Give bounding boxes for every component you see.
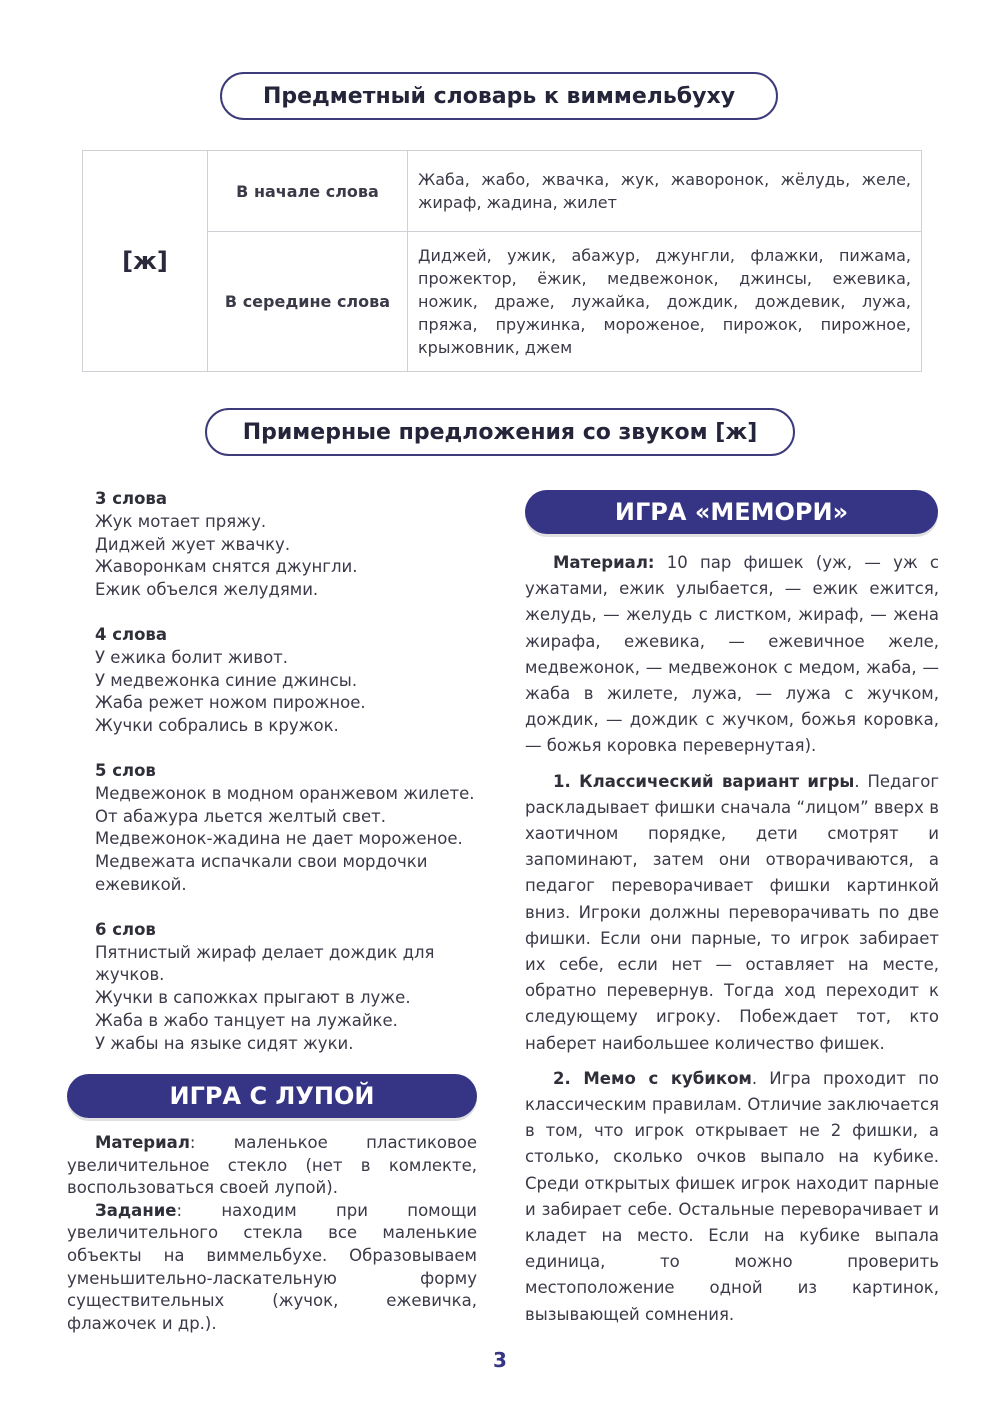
loupe-game-heading: ИГРА С ЛУПОЙ <box>67 1074 477 1118</box>
page-number: 3 <box>493 1348 507 1372</box>
variant2-text: . Игра проходит по классическим правилам. Отличие заключается в том, что игрок открывает не 2 фишки, а столько, сколько очков выпало на кубике. Среди открытых фишек игрок находит парные и забирает себе. Остальные переворачивает и кладет на место. Если на кубике выпала единица, то можно проверить местоположение одной из картинок, вызывающей сомнения. <box>525 1068 939 1324</box>
sentence-group-title: 3 слова <box>95 489 168 508</box>
material-text: 10 пар фишек (уж, — уж с ужатами, ежик улыбается, — ежик ежится, желудь, — желудь с листком, жираф, — жена жирафа, ежевика, — ежевичное желе, медвежонок, — медвежонок с медом, жаба, — жаба в жилете, лужа, — лужа с жучком, дождик, — дождик с жучком, божья коровка, — божья коровка перевернутая). <box>525 553 939 756</box>
table-row <box>83 232 922 372</box>
sentence: От абажура льется желтый свет. <box>95 806 386 826</box>
sentence: Жаворонкам снятся джунгли. <box>95 557 358 577</box>
memo-game-heading: ИГРА «МЕМОРИ» <box>525 490 938 534</box>
sentence-group <box>95 488 480 602</box>
sentence-group-title: 5 слов <box>95 760 156 780</box>
sentence: Ежик объелся желудями. <box>95 580 319 600</box>
sentence: У медвежонка синие джинсы. <box>95 670 358 690</box>
memo-game-text <box>525 550 939 1337</box>
table-row <box>83 151 922 232</box>
sentence: Диджей жует жвачку. <box>95 534 291 554</box>
vocabulary-title: Предметный словарь к виммельбуху <box>220 72 778 120</box>
task-text: : находим при помощи увеличительного стекла все маленькие объекты на виммельбухе. Образовываем уменьшительно-ласкательную форму существительных (жучок, ежевичка, флажочек и др.). <box>67 1200 477 1333</box>
position-label: В начале слова <box>208 151 408 232</box>
sentence: Медвежонок в модном оранжевом жилете. <box>95 783 475 803</box>
sentences-title: Примерные предложения со звуком [ж] <box>205 408 795 456</box>
word-list: Жаба, жабо, жвачка, жук, жаворонок, жёлудь, желе, жираф, жадина, жилет <box>408 151 922 232</box>
variant1-label: 1. Классический вариант игры <box>553 771 855 791</box>
memo-material-paragraph <box>525 550 939 760</box>
sentence: Медвежонок-жадина не дает мороженое. <box>95 829 463 849</box>
variant1-text: . Педагог раскладывает фишки сначала “лицом” вверх в хаотичном порядке, дети смотрят и запоминают, затем они отворачиваются, а педагог переворачивает фишки картинкой вниз. Игроки должны переворачивать по две фишки. Если они парные, то игрок забирает их себе, если нет — оставляет на месте, обратно перевернув. Тогда ход переходит к следующему игроку. Побеждает тот, кто наберет наибольшее количество фишек. <box>525 771 939 1053</box>
sentences-list <box>95 488 480 1078</box>
sentence: Медвежата испачкали свои мордочки ежевикой. <box>95 852 428 894</box>
sentence: У ежика болит живот. <box>95 647 289 667</box>
sound-cell: [ж] <box>83 151 208 372</box>
sentence-group <box>95 624 480 738</box>
sentence: У жабы на языке сидят жуки. <box>95 1033 354 1053</box>
material-text: : маленькое пластиковое увеличительное стекло (нет в комлекте, воспользоваться своей лупой). <box>67 1133 477 1198</box>
material-label: Материал: <box>553 553 655 572</box>
word-list: Диджей, ужик, абажур, джунгли, флажки, пижама, прожектор, ёжик, медвежонок, джинсы, ежевика, ножик, драже, лужайка, дождик, дождевик, лужа, пряжа, пружинка, мороженое, пирожок, пирожное, крыжовник, джем <box>408 232 922 372</box>
task-label: Задание <box>95 1200 177 1220</box>
loupe-game-text <box>67 1132 477 1335</box>
sentence-group-title: 6 слов <box>95 919 156 939</box>
position-label: В середине слова <box>208 232 408 372</box>
sentence: Жук мотает пряжу. <box>95 511 267 531</box>
loupe-material-paragraph <box>67 1132 477 1200</box>
memo-variant1-paragraph <box>525 769 939 1057</box>
sentence: Жаба в жабо танцует на лужайке. <box>95 1010 398 1030</box>
sentence: Пятнистый жираф делает дождик для жучков. <box>95 942 435 985</box>
loupe-task-paragraph <box>67 1200 477 1336</box>
vocabulary-table <box>82 150 922 372</box>
sentence: Жаба режет ножом пирожное. <box>95 693 366 713</box>
sentence-group-title: 4 слова <box>95 624 168 644</box>
memo-variant2-paragraph <box>525 1066 939 1328</box>
sentence-group <box>95 760 480 897</box>
material-label: Материал <box>95 1133 190 1152</box>
sentence: Жучки в сапожках прыгают в луже. <box>95 988 411 1008</box>
sentence-group <box>95 919 480 1056</box>
variant2-label: 2. Мемо с кубиком <box>553 1068 752 1088</box>
sentence: Жучки собрались в кружок. <box>95 716 339 736</box>
